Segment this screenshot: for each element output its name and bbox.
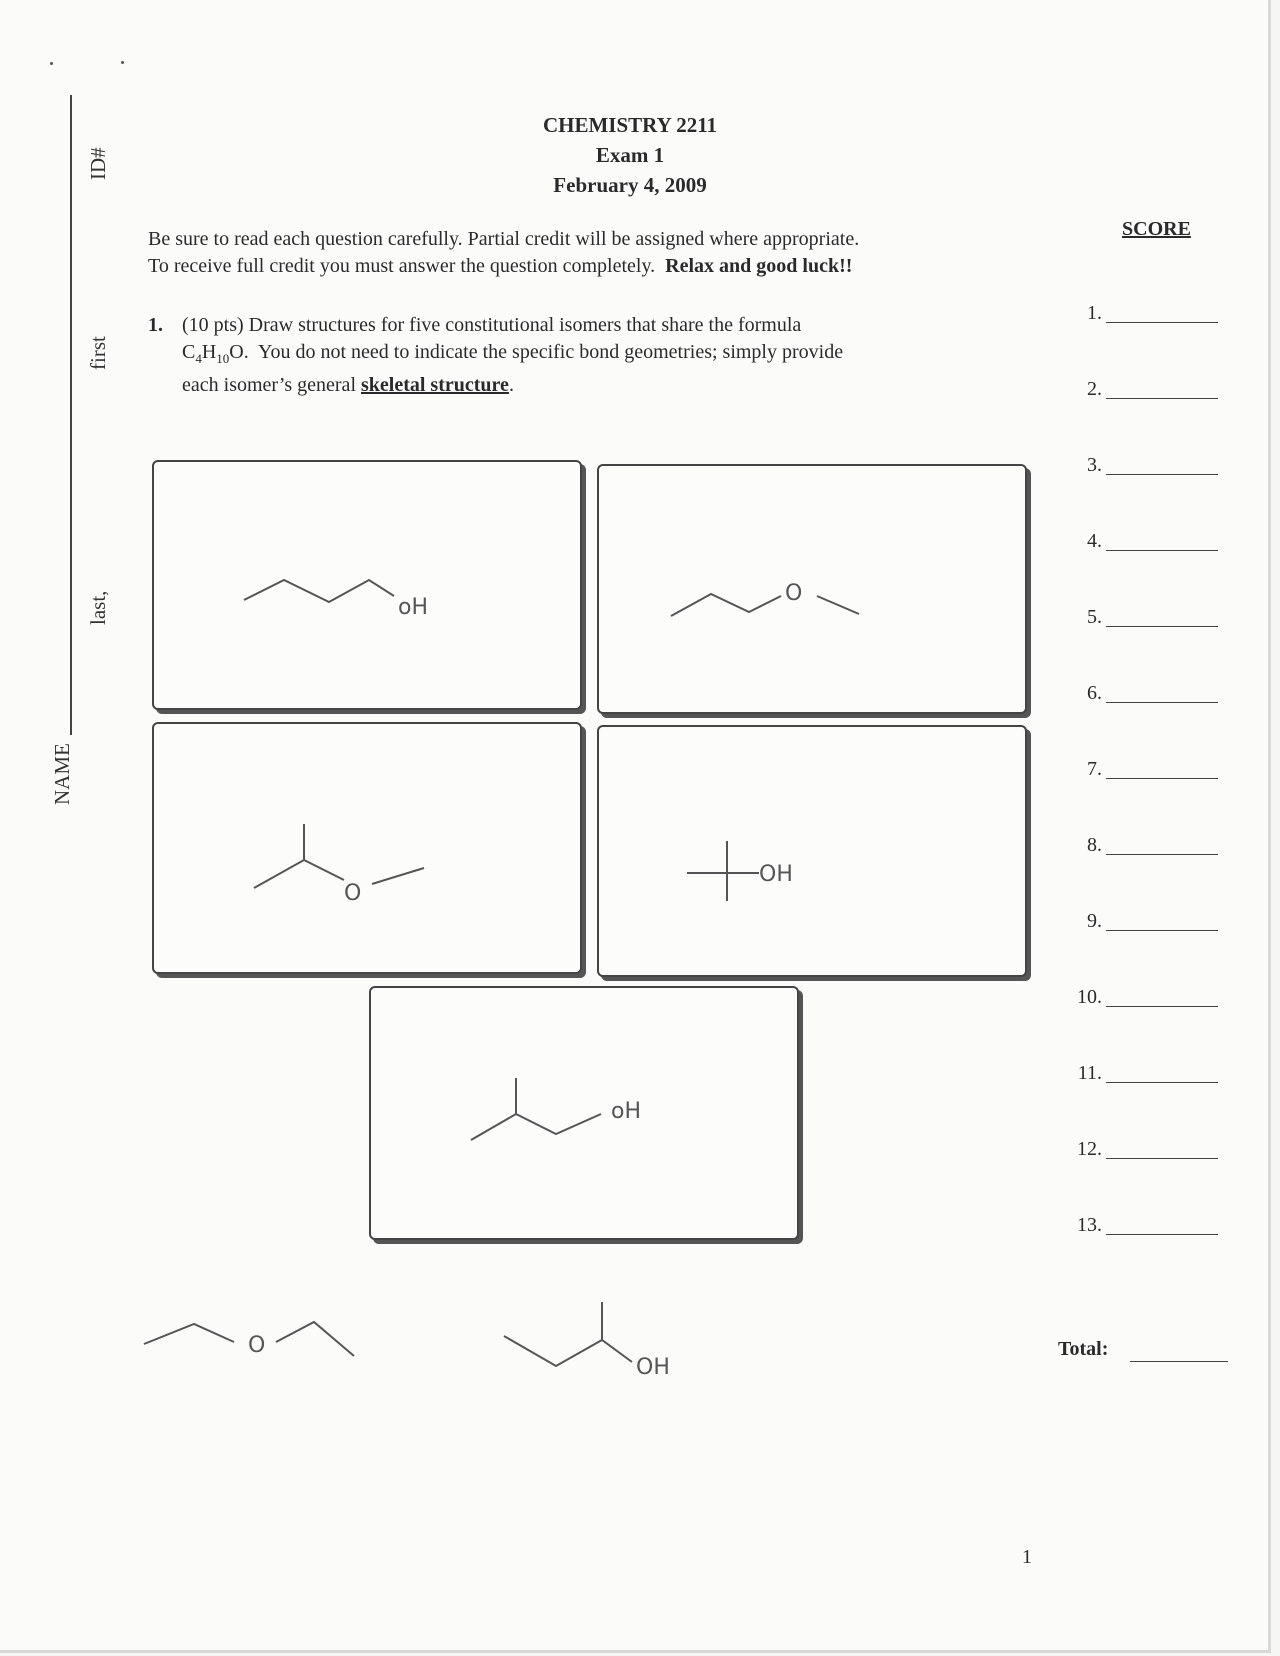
question-line-2-text: You do not need to indicate the specific bond geometries; simply provide	[248, 341, 844, 363]
score-blank[interactable]	[1106, 1006, 1218, 1007]
score-row	[1072, 530, 1212, 553]
instructions-good-luck: Relax and good luck!!	[665, 255, 853, 277]
isomer-4-label: OH	[759, 862, 793, 887]
isomer-3-label: O	[344, 881, 362, 906]
skeletal-structure-term: skeletal structure	[361, 374, 509, 396]
first-label: first	[86, 336, 110, 370]
extra-isomer-1-label: O	[248, 1333, 266, 1358]
isomer-2-label: O	[785, 581, 803, 606]
answer-box-2[interactable]	[597, 464, 1027, 714]
score-row-number: 2.	[1087, 378, 1102, 400]
formula-h: H	[201, 341, 217, 363]
score-row-number: 5.	[1087, 606, 1102, 628]
score-row-number: 4.	[1087, 530, 1102, 552]
score-row-number: 7.	[1087, 758, 1102, 780]
formula-c: C	[182, 341, 196, 363]
last-label: last,	[86, 590, 110, 625]
score-title: SCORE	[1122, 218, 1191, 240]
score-row	[1072, 834, 1212, 857]
question-line-1: (10 pts) Draw structures for five constitutional isomers that share the formula	[182, 314, 802, 336]
extra-isomer-1-structure	[130, 1290, 380, 1370]
instructions	[148, 226, 1048, 280]
extra-isomer-2-label: OH	[636, 1355, 670, 1380]
score-row-number: 12.	[1077, 1138, 1102, 1160]
score-blank[interactable]	[1106, 322, 1218, 323]
isomer-1-structure	[154, 462, 580, 708]
answer-box-4[interactable]	[597, 725, 1027, 977]
score-blank[interactable]	[1106, 626, 1218, 627]
answer-box-5[interactable]	[369, 986, 799, 1240]
score-row	[1072, 454, 1212, 477]
score-row	[1072, 758, 1212, 781]
name-line	[70, 95, 72, 735]
instructions-line-2	[148, 253, 1048, 280]
isomer-2-structure	[599, 466, 1025, 712]
total-label: Total:	[1058, 1338, 1109, 1360]
score-blank[interactable]	[1106, 930, 1218, 931]
question-line-2	[182, 339, 1022, 372]
score-row	[1072, 910, 1212, 933]
score-row-number: 8.	[1087, 834, 1102, 856]
extra-isomer-1	[130, 1290, 380, 1370]
score-row	[1072, 606, 1212, 629]
score-row	[1072, 1214, 1212, 1237]
score-blank[interactable]	[1106, 1234, 1218, 1235]
score-row	[1072, 1138, 1212, 1161]
score-row-number: 9.	[1087, 910, 1102, 932]
question-text	[182, 312, 1022, 399]
score-blank[interactable]	[1106, 1082, 1218, 1083]
score-row	[1072, 1062, 1212, 1085]
question-number: 1.	[148, 314, 163, 336]
score-row	[1072, 986, 1212, 1009]
isomer-3-structure	[154, 724, 580, 972]
course-title: CHEMISTRY 2211	[542, 113, 718, 137]
score-blank[interactable]	[1106, 778, 1218, 779]
score-row-number: 13.	[1077, 1214, 1102, 1236]
instructions-line-1: Be sure to read each question carefully. Partial credit will be assigned where appropriate.	[148, 228, 860, 250]
isomer-5-structure	[371, 988, 797, 1238]
extra-isomer-2-structure	[490, 1290, 720, 1380]
page-number: 1	[1022, 1546, 1032, 1568]
score-row-number: 1.	[1087, 302, 1102, 324]
total-blank[interactable]	[1130, 1361, 1228, 1362]
formula-c-sub: 4	[195, 351, 202, 366]
question-line-3-end: .	[508, 374, 514, 396]
question-line-3	[182, 372, 1022, 399]
score-blank[interactable]	[1106, 1158, 1218, 1159]
extra-isomer-2	[490, 1290, 720, 1380]
id-label: ID#	[86, 147, 110, 180]
exam-title: Exam 1	[595, 143, 665, 167]
score-blank[interactable]	[1106, 854, 1218, 855]
score-row	[1072, 682, 1212, 705]
score-row	[1072, 302, 1212, 325]
score-blank[interactable]	[1106, 702, 1218, 703]
score-blank[interactable]	[1106, 550, 1218, 551]
isomer-1-label: oH	[398, 595, 429, 620]
speck	[121, 61, 124, 64]
isomer-4-structure	[599, 727, 1025, 975]
formula-o: O.	[229, 341, 249, 363]
score-blank[interactable]	[1106, 398, 1218, 399]
name-label: NAME	[50, 743, 74, 805]
instructions-line-2-text: To receive full credit you must answer the question completely.	[148, 255, 666, 277]
isomer-5-label: oH	[611, 1099, 642, 1124]
score-row	[1072, 378, 1212, 401]
exam-header	[430, 110, 830, 200]
exam-date: February 4, 2009	[553, 173, 707, 197]
answer-box-1[interactable]	[152, 460, 582, 710]
score-blank[interactable]	[1106, 474, 1218, 475]
answer-box-3[interactable]	[152, 722, 582, 974]
speck	[50, 62, 53, 65]
formula-h-sub: 10	[216, 351, 230, 366]
score-row-number: 6.	[1087, 682, 1102, 704]
score-row-number: 3.	[1087, 454, 1102, 476]
question-line-3-text: each isomer’s general	[182, 374, 361, 396]
score-row-number: 10.	[1077, 986, 1102, 1008]
score-row-number: 11.	[1077, 1062, 1102, 1084]
